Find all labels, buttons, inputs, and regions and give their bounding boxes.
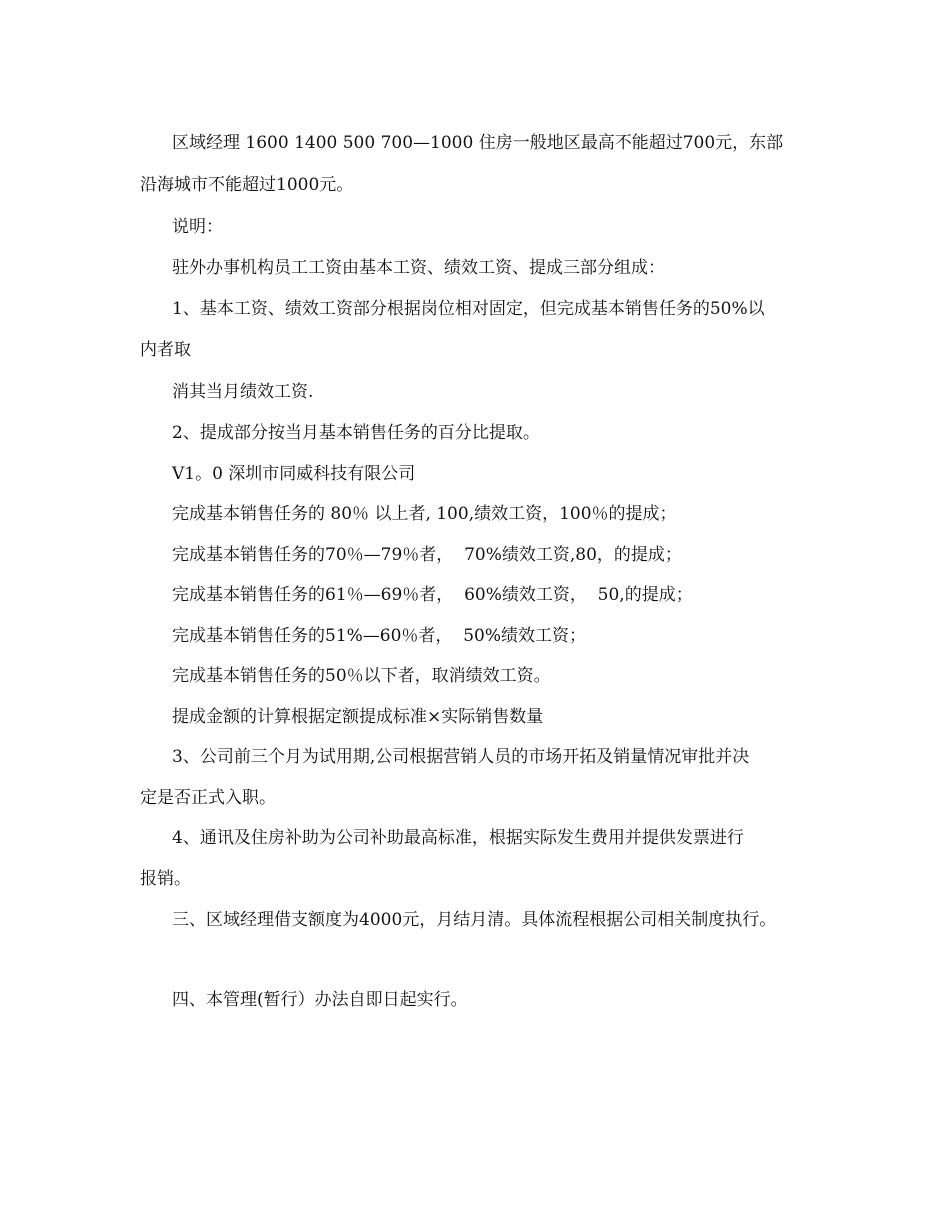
- text-line-item-1: 1、基本工资、绩效工资部分根据岗位相对固定，但完成基本销售任务的50%以: [172, 299, 765, 319]
- text-line-note-heading: 说明：: [172, 217, 223, 237]
- text-line-item-1-cont2: 消其当月绩效工资.: [172, 382, 314, 402]
- text-line-tier-below-50: 完成基本销售任务的50％以下者，取消绩效工资。: [172, 666, 551, 686]
- text-line-item-4: 4、通讯及住房补助为公司补助最高标准，根据实际发生费用并提供发票进行: [172, 828, 744, 848]
- text-line-item-3: 3、公司前三个月为试用期,公司根据营销人员的市场开拓及销量情况审批并决: [172, 747, 750, 767]
- text-line-coastal-limit: 沿海城市不能超过1000元。: [140, 175, 354, 195]
- text-line-item-4-cont: 报销。: [140, 869, 191, 889]
- text-line-item-1-cont: 内者取: [140, 340, 191, 360]
- text-line-item-2: 2、提成部分按当月基本销售任务的百分比提取。: [172, 423, 540, 443]
- text-line-section-3: 三、区域经理借支额度为4000元，月结月清。具体流程根据公司相关制度执行。: [172, 910, 777, 930]
- text-line-company-version: V1。0 深圳市同威科技有限公司: [172, 464, 416, 484]
- text-line-tier-70: 完成基本销售任务的70％—79％者， 70%绩效工资,80，的提成；: [172, 545, 682, 565]
- text-line-regional-manager: 区域经理 1600 1400 500 700—1000 住房一般地区最高不能超过700元，东部: [172, 133, 784, 153]
- text-line-section-4: 四、本管理(暂行）办法自即日起实行。: [172, 990, 468, 1010]
- text-line-tier-80: 完成基本销售任务的 80％ 以上者, 100,绩效工资，100％的提成；: [172, 504, 677, 524]
- text-line-salary-composition: 驻外办事机构员工工资由基本工资、绩效工资、提成三部分组成：: [172, 258, 665, 278]
- text-line-tier-51: 完成基本销售任务的51%—60％者， 50%绩效工资；: [172, 626, 587, 646]
- text-line-tier-61: 完成基本销售任务的61％—69％者， 60%绩效工资， 50,的提成；: [172, 585, 693, 605]
- text-line-commission-formula: 提成金额的计算根据定额提成标准×实际销售数量: [172, 707, 544, 727]
- text-line-item-3-cont: 定是否正式入职。: [140, 788, 276, 808]
